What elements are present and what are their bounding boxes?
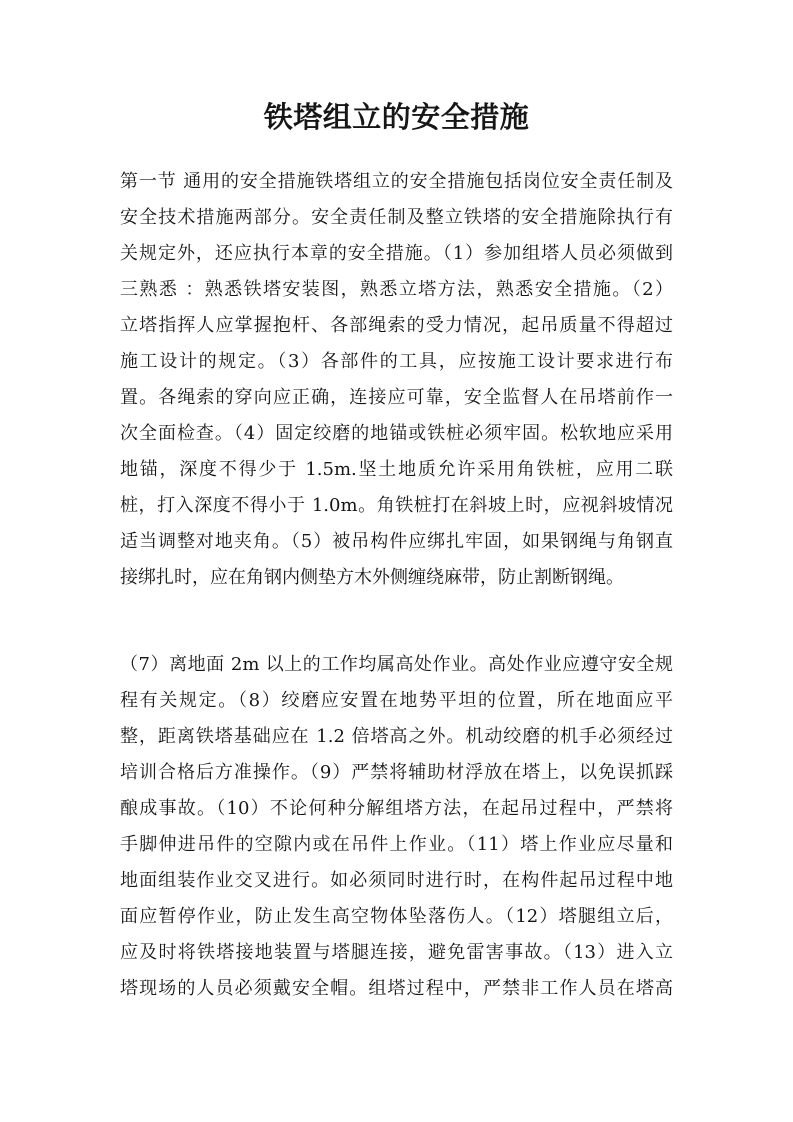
paragraph-line: 整，距离铁塔基础应在 1.2 倍塔高之外。机动绞磨的机手必须经过 (120, 726, 673, 747)
paragraph-line: 手脚伸进吊件的空隙内或在吊件上作业。（11）塔上作业应尽量和 (120, 834, 673, 855)
paragraph-line: 地锚，深度不得少于 1.5m.坚土地质允许采用角铁桩，应用二联 (120, 459, 673, 480)
paragraph-line: 应及时将铁塔接地装置与塔腿连接，避免雷害事故。（13）进入立 (120, 942, 673, 963)
paragraph-line: 第一节 通用的安全措施铁塔组立的安全措施包括岗位安全责任制及 (120, 171, 673, 192)
paragraph-line: 次全面检查。（4）固定绞磨的地锚或铁桩必须牢固。松软地应采用 (120, 423, 673, 444)
paragraph-line: 塔现场的人员必须戴安全帽。组塔过程中，严禁非工作人员在塔高 (120, 978, 673, 999)
paragraph-line: 三熟悉 ：熟悉铁塔安装图，熟悉立塔方法，熟悉安全措施。（2） (120, 279, 673, 300)
paragraph-line: 施工设计的规定。（3）各部件的工具，应按施工设计要求进行布 (120, 351, 673, 372)
paragraph-line: 酿成事故。（10）不论何种分解组塔方法，在起吊过程中，严禁将 (120, 798, 673, 819)
paragraph-line: （7）离地面 2m 以上的工作均属高处作业。高处作业应遵守安全规 (120, 654, 673, 675)
paragraph-line: 置。各绳索的穿向应正确，连接应可靠，安全监督人在吊塔前作一 (120, 387, 673, 408)
paragraph-line: 程有关规定。（8）绞磨应安置在地势平坦的位置，所在地面应平 (120, 690, 673, 711)
paragraph-line: 安全技术措施两部分。安全责任制及整立铁塔的安全措施除执行有 (120, 207, 673, 228)
paragraph-2 (120, 647, 673, 1007)
paragraph-line: 地面组装作业交叉进行。如必须同时进行时，在构件起吊过程中地 (120, 870, 673, 891)
paragraph-line: 桩，打入深度不得小于 1.0m。角铁桩打在斜坡上时，应视斜坡情况 (120, 495, 673, 516)
document-title: 铁塔组立的安全措施 (263, 100, 530, 134)
paragraph-line: 培训合格后方准操作。（9）严禁将辅助材浮放在塔上，以免误抓踩 (120, 762, 673, 783)
paragraph-line: 面应暂停作业，防止发生高空物体坠落伤人。（12）塔腿组立后， (120, 906, 673, 927)
paragraph-line: 立塔指挥人应掌握抱杆、各部绳索的受力情况，起吊质量不得超过 (120, 315, 673, 336)
paragraph-line: 适当调整对地夹角。（5）被吊构件应绑扎牢固，如果钢绳与角钢直 (120, 531, 673, 552)
paragraph-line: 接绑扎时，应在角钢内侧垫方木外侧缠绕麻带，防止割断钢绳。 (120, 567, 624, 588)
paragraph-line: 关规定外，还应执行本章的安全措施。（1）参加组塔人员必须做到 (120, 243, 673, 264)
paragraph-1 (120, 164, 673, 596)
